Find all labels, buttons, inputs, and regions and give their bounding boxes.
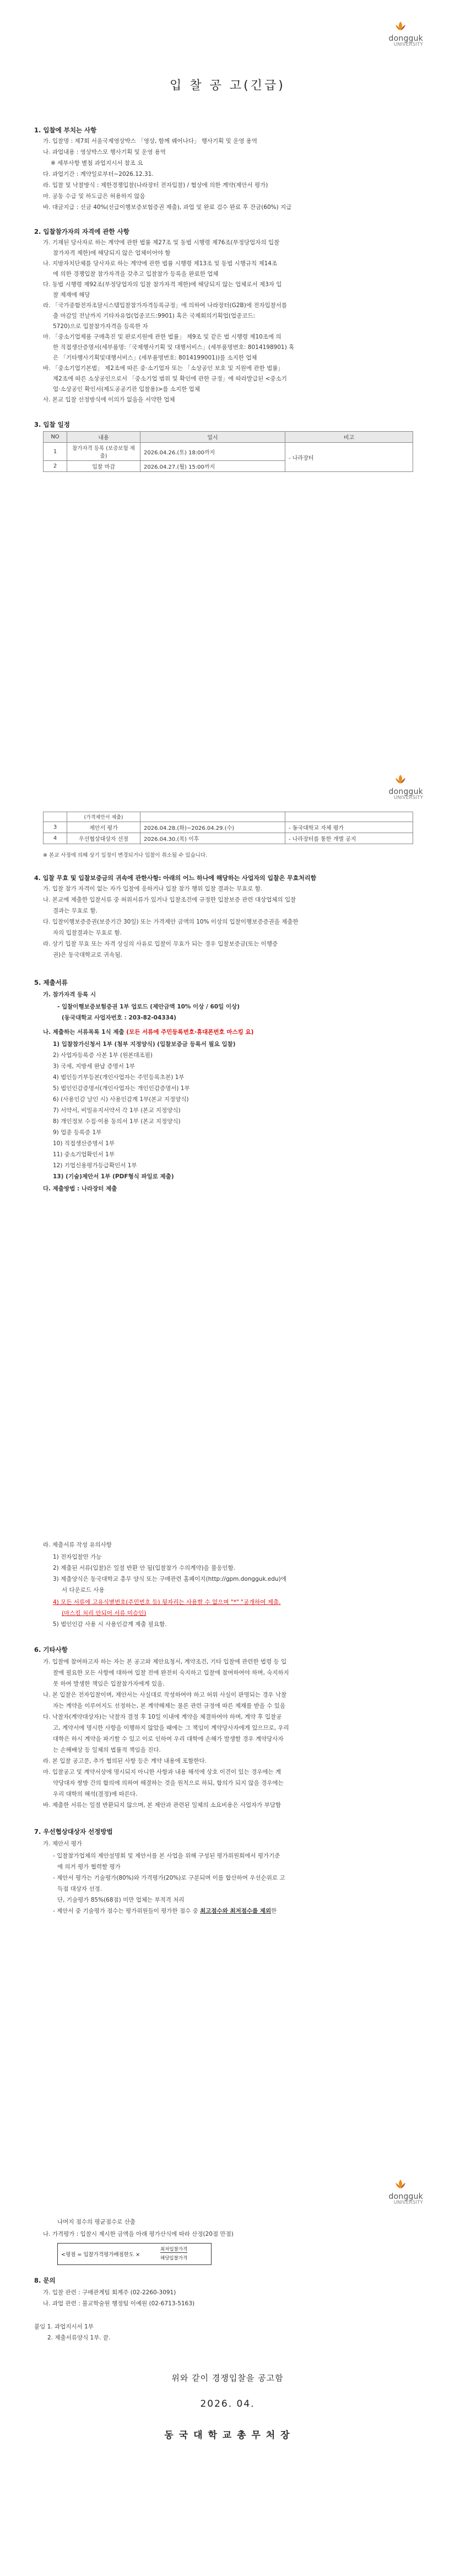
precaution-item: 1) 전자입찰만 가능 xyxy=(53,1554,102,1560)
section-2-line: 나. 지방자치단체를 당사자로 하는 계약에 관한 법률 시행령 제13조 및 동법 시행규칙 제14조 xyxy=(43,260,278,267)
section-2-line: 출 마감일 전날까지 기타자유업(업종코드:9901) 혹은 국제회의기획업(업종코드: xyxy=(53,313,256,319)
formula-left: <평점 = 입찰가격평가배점한도 × xyxy=(61,2252,140,2258)
section-6-line: 나. 본 입찰은 전자입찰이며, 제안서는 사실대로 작성하여야 하고 허위 사실이 판명되는 경우 낙찰 xyxy=(43,1692,287,1698)
section-2-line: 마. 「중소기업제품 구매촉진 및 판로지원에 관한 법률」 제9조 및 같은 법 시행령 제10조에 의 xyxy=(43,334,281,340)
section-5-sub-ra: 라. 제출서류 작성 유의사항 xyxy=(43,1542,112,1548)
logo-subtext: UNIVERSITY xyxy=(393,2200,423,2205)
section-7-line-emphasis xyxy=(53,1906,433,1917)
section-6-line: 라. 본 입찰 공고문, 추가 협의된 사항 등은 계약 내용에 포함한다. xyxy=(43,1758,207,1764)
section-7-line: - 입찰참가업체의 제안설명회 및 제안서를 본 사업을 위해 구성된 평가위원회에서 평가기준 xyxy=(53,1853,280,1859)
section-6-line: 못 하여 발생한 책임은 입찰참가자에게 있음. xyxy=(53,1681,165,1687)
section-6-line: 찰에 필요한 모든 사항에 대하여 입찰 전에 완전히 숙지하고 입찰에 참여하여야 하며, 숙지하지 xyxy=(53,1670,289,1676)
section-6-line: 약당대자 쌍방 간의 합의에 의하여 해결하는 것을 원칙으로 하되, 합의가 되지 않을 경우에는 xyxy=(53,1780,284,1786)
logo-wordmark: dongguk xyxy=(388,787,423,796)
precaution-item: 2) 제출된 서류(입찰)은 일절 반환 안 됨(입찰참가 수의계약)을 불응인함. xyxy=(53,1565,236,1571)
section-4-line: 라. 상기 입찰 무효 또는 자격 상실의 사유로 입찰이 무효가 되는 경우 입찰보증금(또는 이행증 xyxy=(43,941,278,947)
document-list-item: 11) 중소기업확인서 1부 xyxy=(53,1151,115,1158)
section-2-line: 라. 「국가종합전자조달시스템입찰참가자격등록규정」에 의하여 나라장터(G2B)에 전자입찰서를 xyxy=(43,302,288,309)
masking-warning: 4) 모든 서류에 고유식별번호(주민번호 등) 뒷자리는 사용할 수 없으며 "*" "공개하여 제출. xyxy=(53,1599,281,1606)
section-4-line: 결과는 무효로 함. xyxy=(53,908,98,914)
table-row xyxy=(44,443,413,461)
table-cell: 우선협상대상자 선정 xyxy=(67,833,140,844)
dongguk-logo xyxy=(362,2179,423,2205)
section-2-line: 참가자격 제한)에 해당되지 않은 업체이어야 함 xyxy=(53,250,171,256)
table-cell: 2026.04.26.(토) 18:00까지 xyxy=(140,443,285,461)
section-1-line: 바. 대금지급 : 선금 40%(선급이행보증보험증권 제출), 과업 및 완료 검수 완료 후 잔금(60%) 지급 xyxy=(43,204,292,211)
schedule-table-continued xyxy=(43,812,413,844)
section-1-line: 나. 과업내용 : 영상박스모 행사기획 및 운영 용역 xyxy=(43,149,166,155)
section-1-note: ※ 세부사항 별첨 과업지시서 참조 요 xyxy=(51,160,143,167)
lotus-icon xyxy=(394,774,407,786)
document-list-item: 9) 업종 등록증 1부 xyxy=(53,1129,102,1136)
table-cell xyxy=(285,812,413,822)
section-5-sub-da: 다. 제출방법 : 나라장터 제출 xyxy=(43,1185,117,1192)
table-cell: 제안서 평가 xyxy=(67,822,140,833)
table-header: 내용 xyxy=(67,432,140,443)
section-1-line: 가. 입찰명 : 제7회 서울국제영상박스 「영상, 함께 꿰어나다」 행사기획 및 운영 용역 xyxy=(43,138,258,144)
contact-line: 나. 과업 관련 : 불교학술원 행정팀 이예원 (02-6713-5163) xyxy=(43,2300,195,2307)
section-6-line: 바. 제출한 서류는 일절 반환되지 않으며, 본 제안과 관련된 일체의 소요비용은 사업자가 부담함 xyxy=(43,1802,281,1808)
formula-numerator: 최저입찰가격 xyxy=(160,2247,188,2252)
section-5-sub-na xyxy=(43,1027,423,1038)
section-7-line: 에 의거 평가 협력할 평가 xyxy=(57,1864,121,1870)
section-6-line: 대학은 하시 계약을 파기할 수 있고 이로 인하여 우리 대학에 손해가 발생할 경우 계약당사자 xyxy=(53,1736,284,1742)
section-7-line: 단, 기술평가 85%(68점) 미만 업체는 부적격 처리 xyxy=(57,1897,185,1903)
announcement-date: 2026. 04. xyxy=(200,2398,255,2409)
table-cell: 2 xyxy=(44,461,67,472)
section-2-line: 바. 「중소기업기본법」 제2조에 따른 중·소기업자 또는 「소상공인 보호 및 지원에 관한 법률」 xyxy=(43,365,284,372)
section-6-line: 마. 입찰공고 및 계약서상에 명시되지 아니한 사항과 내용 해석에 상호 이견이 있는 경우에는 계 xyxy=(43,1769,281,1775)
section-7-emphasis-underlined: 최고점수와 최저점수를 제외 xyxy=(200,1908,272,1914)
section-4-line: 자의 입찰결과는 무효로 함. xyxy=(53,930,122,936)
table-cell: 4 xyxy=(44,833,67,844)
section-6-line: 고, 계약서에 명시한 사항을 이행하지 않았을 때에는 그 책임이 계약당사자에게 있으므로, 우리 xyxy=(53,1725,289,1731)
table-header-row xyxy=(44,432,413,443)
document-list-item: 6) (사용인감 날인 시) 사용인감계 1부(본교 지정양식) xyxy=(53,1096,189,1103)
precaution-item: 3) 제출양식은 동국대학교 총무 양식 또는 구매관련 홈페이지(http://gpm.dongguk.edu)에 xyxy=(53,1576,286,1582)
section-4-heading: 4. 입찰 무효 및 입찰보증금의 귀속에 관한사항: 아래의 어느 하나에 해당하는 사업자의 입찰은 무효처리함 xyxy=(34,874,317,882)
table-cell: 2026.04.30.(목) 이후 xyxy=(140,833,285,844)
document-list-item: 12) 기업신용평가등급확인서 1부 xyxy=(53,1162,137,1169)
closing-statement: 위와 같이 경쟁입찰을 공고함 xyxy=(171,2373,284,2383)
section-7-heading: 7. 우선협상대상자 선정방법 xyxy=(34,1828,113,1836)
lotus-icon xyxy=(394,21,407,33)
section-4-line: 나. 본교에 제출한 입찰서류 중 허위서류가 있거나 입찰조건에 규정한 입찰보증 관련 대상업체의 입찰 xyxy=(43,897,296,903)
table-cell: 1 xyxy=(44,443,67,461)
section-2-line: 5720)으로 입찰참가자격을 등록한 자 xyxy=(53,323,148,330)
section-2-line: 한 직접생산증명서(세부품명:「국제행사기획 및 대행서비스」(세부품명번호: 8014198901) 혹 xyxy=(53,344,295,351)
section-2-line: 사. 본교 입찰 선정방식에 이의가 없음을 서약한 업체 xyxy=(43,396,175,403)
section-5-heading: 5. 제출서류 xyxy=(34,979,68,986)
table-cell: 2026.04.27.(월) 15:00까지 xyxy=(140,461,285,472)
section-2-line: 다. 동법 시행령 제92조(부정당업자의 입찰 참가자격 제한)에 해당되지 않는 업체로서 제3자 입 xyxy=(43,281,282,288)
section-2-line: 찰 제재에 해당 xyxy=(53,292,90,298)
table-row xyxy=(44,812,413,822)
document-list-item: 3) 국세, 지방세 완납 증명서 1부 xyxy=(53,1063,136,1070)
document-list-item: 4) 법인등기부등본(개인사업자는 주민등록초본) 1부 xyxy=(53,1074,185,1081)
schedule-note: ※ 본교 사정에 의해 상기 일정이 변경되거나 입찰이 취소될 수 있습니다. xyxy=(43,852,208,858)
section-6-heading: 6. 기타사항 xyxy=(34,1646,68,1654)
section-2-line: 업·소상공인 확인서(제도공공기관 입찰용)>를 소지한 업체 xyxy=(53,386,200,393)
document-list-item: 5) 법인인감증명서(개인사업자는 개인인감증명서) 1부 xyxy=(53,1085,190,1092)
table-row xyxy=(44,822,413,833)
section-5-na-label: 나. 제출하는 서류목록 1식 제출 xyxy=(43,1029,124,1035)
section-3-heading: 3. 입찰 일정 xyxy=(34,421,70,428)
document-list-item: 8) 개인정보 수집·이용 동의서 1부 (본교 지정양식) xyxy=(53,1118,181,1125)
document-list-item: 1) 입찰참가신청서 1부 (첨부 지정양식) (입찰보증금 등록서 필요 입찰) xyxy=(53,1041,236,1048)
page-1 xyxy=(0,0,455,756)
section-1-line: 마. 공동 수급 및 하도급은 허용하지 않음 xyxy=(43,193,145,200)
section-8-heading: 8. 문의 xyxy=(34,2277,56,2284)
lotus-icon xyxy=(394,2179,407,2191)
attachment-line: 붙임 1. 과업지시서 1부 xyxy=(34,2323,94,2330)
precaution-item: 5) 법인인감 사용 시 사용인감계 제출 필요함. xyxy=(53,1621,167,1628)
table-cell: 입찰 마감 xyxy=(67,461,140,472)
logo-wordmark: dongguk xyxy=(388,2192,423,2201)
section-7-emphasis-post: 한 xyxy=(271,1908,277,1914)
table-header: 비고 xyxy=(285,432,413,443)
document-title: 입 찰 공 고(긴급) xyxy=(170,79,285,93)
dongguk-logo xyxy=(362,21,423,47)
masking-notice: (모든 서류에 주민등록번호·휴대폰번호 마스킹 요) xyxy=(126,1029,254,1035)
table-header: NO xyxy=(44,432,67,443)
section-1-line: 다. 과업기간 : 계약일로부터~2026.12.31. xyxy=(43,171,154,178)
table-header: 일시 xyxy=(140,432,285,443)
table-row xyxy=(44,833,413,844)
section-2-line: 은 「기타행사기획및대행서비스」(세부품명번호: 8014199001))를 소지한 업체 xyxy=(53,355,257,361)
schedule-table xyxy=(43,431,413,472)
section-4-line: 권)은 동국대학교로 귀속됨. xyxy=(53,952,122,958)
section-6-line: 우리 대학의 해석(결정)에 따른다. xyxy=(53,1791,138,1797)
section-2-line: 제2조에 따른 소상공인으로서 「중소기업 범위 및 확인에 관한 규정」에 따라발급된 <중소기 xyxy=(53,375,287,382)
section-5-sub-ga: 가. 참가자격 등록 시 xyxy=(43,991,96,998)
section-6-line: 다. 낙찰자(계약대상자)는 낙찰자 결정 후 10일 이내에 계약을 체결하여야 하며, 계약 후 입찰공 xyxy=(43,1714,282,1720)
section-6-line: 자는 계약을 이루어지도 선정하는, 본 계약해제는 물론 관련 규정에 따른 제재를 받을 수 있음 xyxy=(53,1703,286,1709)
document-list-item: 13) (기술)제안서 1부 (PDF형식 파일로 제출) xyxy=(53,1173,174,1180)
logo-wordmark: dongguk xyxy=(388,34,423,43)
section-2-line: 가. 기재된 당사자로 하는 계약에 관한 법률 제27조 및 동법 시행령 제76조(부정당업자의 입찰 xyxy=(43,239,280,246)
masking-warning-note: (마스킹 처리 안되어 서류 미승인) xyxy=(62,1610,147,1617)
section-7-line: 득점 대상자 선정. xyxy=(57,1886,102,1892)
formula-denominator: 해당입찰가격 xyxy=(160,2256,188,2261)
page-4 xyxy=(0,2146,455,2576)
logo-subtext: UNIVERSITY xyxy=(393,42,423,47)
table-cell: (가격제안서 제출) xyxy=(67,812,140,822)
score-line: 나머지 점수의 평균점수로 산출 xyxy=(57,2219,136,2225)
section-2-line: 에 의한 경쟁입찰 참가자격을 갖추고 입찰참가 등록을 완료한 업체 xyxy=(53,271,219,277)
section-5-ga-item: (동국대학교 사업자번호 : 203-82-04334) xyxy=(62,1015,176,1021)
section-1-line: 라. 입찰 및 낙찰방식 : 제한경쟁입찰(나라장터 전자입찰) / 협상에 의한 계약(제안서 평가) xyxy=(43,182,268,189)
issuer-signature: 동 국 대 학 교 총 무 처 장 xyxy=(164,2430,291,2441)
page-3 xyxy=(0,1506,455,2146)
section-7-sub-ga: 가. 제안서 평가 xyxy=(43,1840,82,1847)
section-7-emphasis-pre: - 제안서 중 기술평가 점수는 평가위원들이 평가한 점수 중 xyxy=(53,1908,201,1914)
price-formula-box xyxy=(57,2243,212,2265)
section-2-heading: 2. 입찰참가자의 자격에 관한 사항 xyxy=(34,228,129,235)
price-eval-line: 나. 가격평가 : 입찰시 제시한 금액을 아래 평가산식에 따라 산정(20점 만점) xyxy=(43,2231,234,2237)
table-cell: - 나라장터 xyxy=(285,443,413,472)
table-cell: 3 xyxy=(44,822,67,833)
document-list-item: 10) 직접생산증명서 1부 xyxy=(53,1140,115,1147)
logo-subtext: UNIVERSITY xyxy=(393,795,423,801)
contact-line: 가. 입찰 관련 : 구매관계팀 회계주 (02-2260-3091) xyxy=(43,2289,176,2296)
dongguk-logo xyxy=(362,774,423,801)
document-list-item: 7) 서약서, 비밀유지서약서 각 1부 (본교 지정양식) xyxy=(53,1107,181,1114)
table-cell: - 나라장터를 통한 개별 공지 xyxy=(285,833,413,844)
table-cell xyxy=(140,812,285,822)
attachment-line: 2. 제출서류양식 1부. 끝. xyxy=(47,2334,111,2341)
section-1-heading: 1. 입찰에 부치는 사항 xyxy=(34,126,97,134)
table-cell: 참가자격 등록 (보증보험 제출) xyxy=(67,443,140,461)
section-4-line: 다. 입찰이행보증증권(보증기간 30일) 또는 가격제안 금액의 10% 이상의 입찰이행보증증권을 제출한 xyxy=(43,919,299,925)
page-2 xyxy=(0,756,455,1506)
section-7-line: - 제안서 평가는 기술평가(80%)와 가격평가(20%)로 구분되며 이를 합산하여 우선순위로 고 xyxy=(53,1875,285,1881)
precaution-item: 서 다운로드 사용 xyxy=(62,1587,105,1593)
table-cell xyxy=(44,812,67,822)
document-list-item: 2) 사업자등록증 사본 1부 (원본대조필) xyxy=(53,1052,153,1059)
section-6-line: 가. 입찰에 참여하고자 하는 자는 본 공고와 제안요청서, 계약조건, 기타 입찰에 관련한 법령 등 입 xyxy=(43,1659,287,1665)
section-6-line: 는 손해배상 등 일체의 법률적 책임을 진다. xyxy=(53,1747,161,1753)
table-cell: 2026.04.28.(화)~2026.04.29.(수) xyxy=(140,822,285,833)
table-cell: - 동국대학교 자체 평가 xyxy=(285,822,413,833)
section-5-ga-item: - 입찰이행보증보험증권 1부 업로드 (제안금액 10% 이상 / 60일 이상) xyxy=(57,1003,240,1010)
section-4-line: 가. 입찰 참가 자격이 없는 자가 입찰에 응하거나 입찰 참가 행위 입찰 결과는 무효로 함. xyxy=(43,886,263,892)
